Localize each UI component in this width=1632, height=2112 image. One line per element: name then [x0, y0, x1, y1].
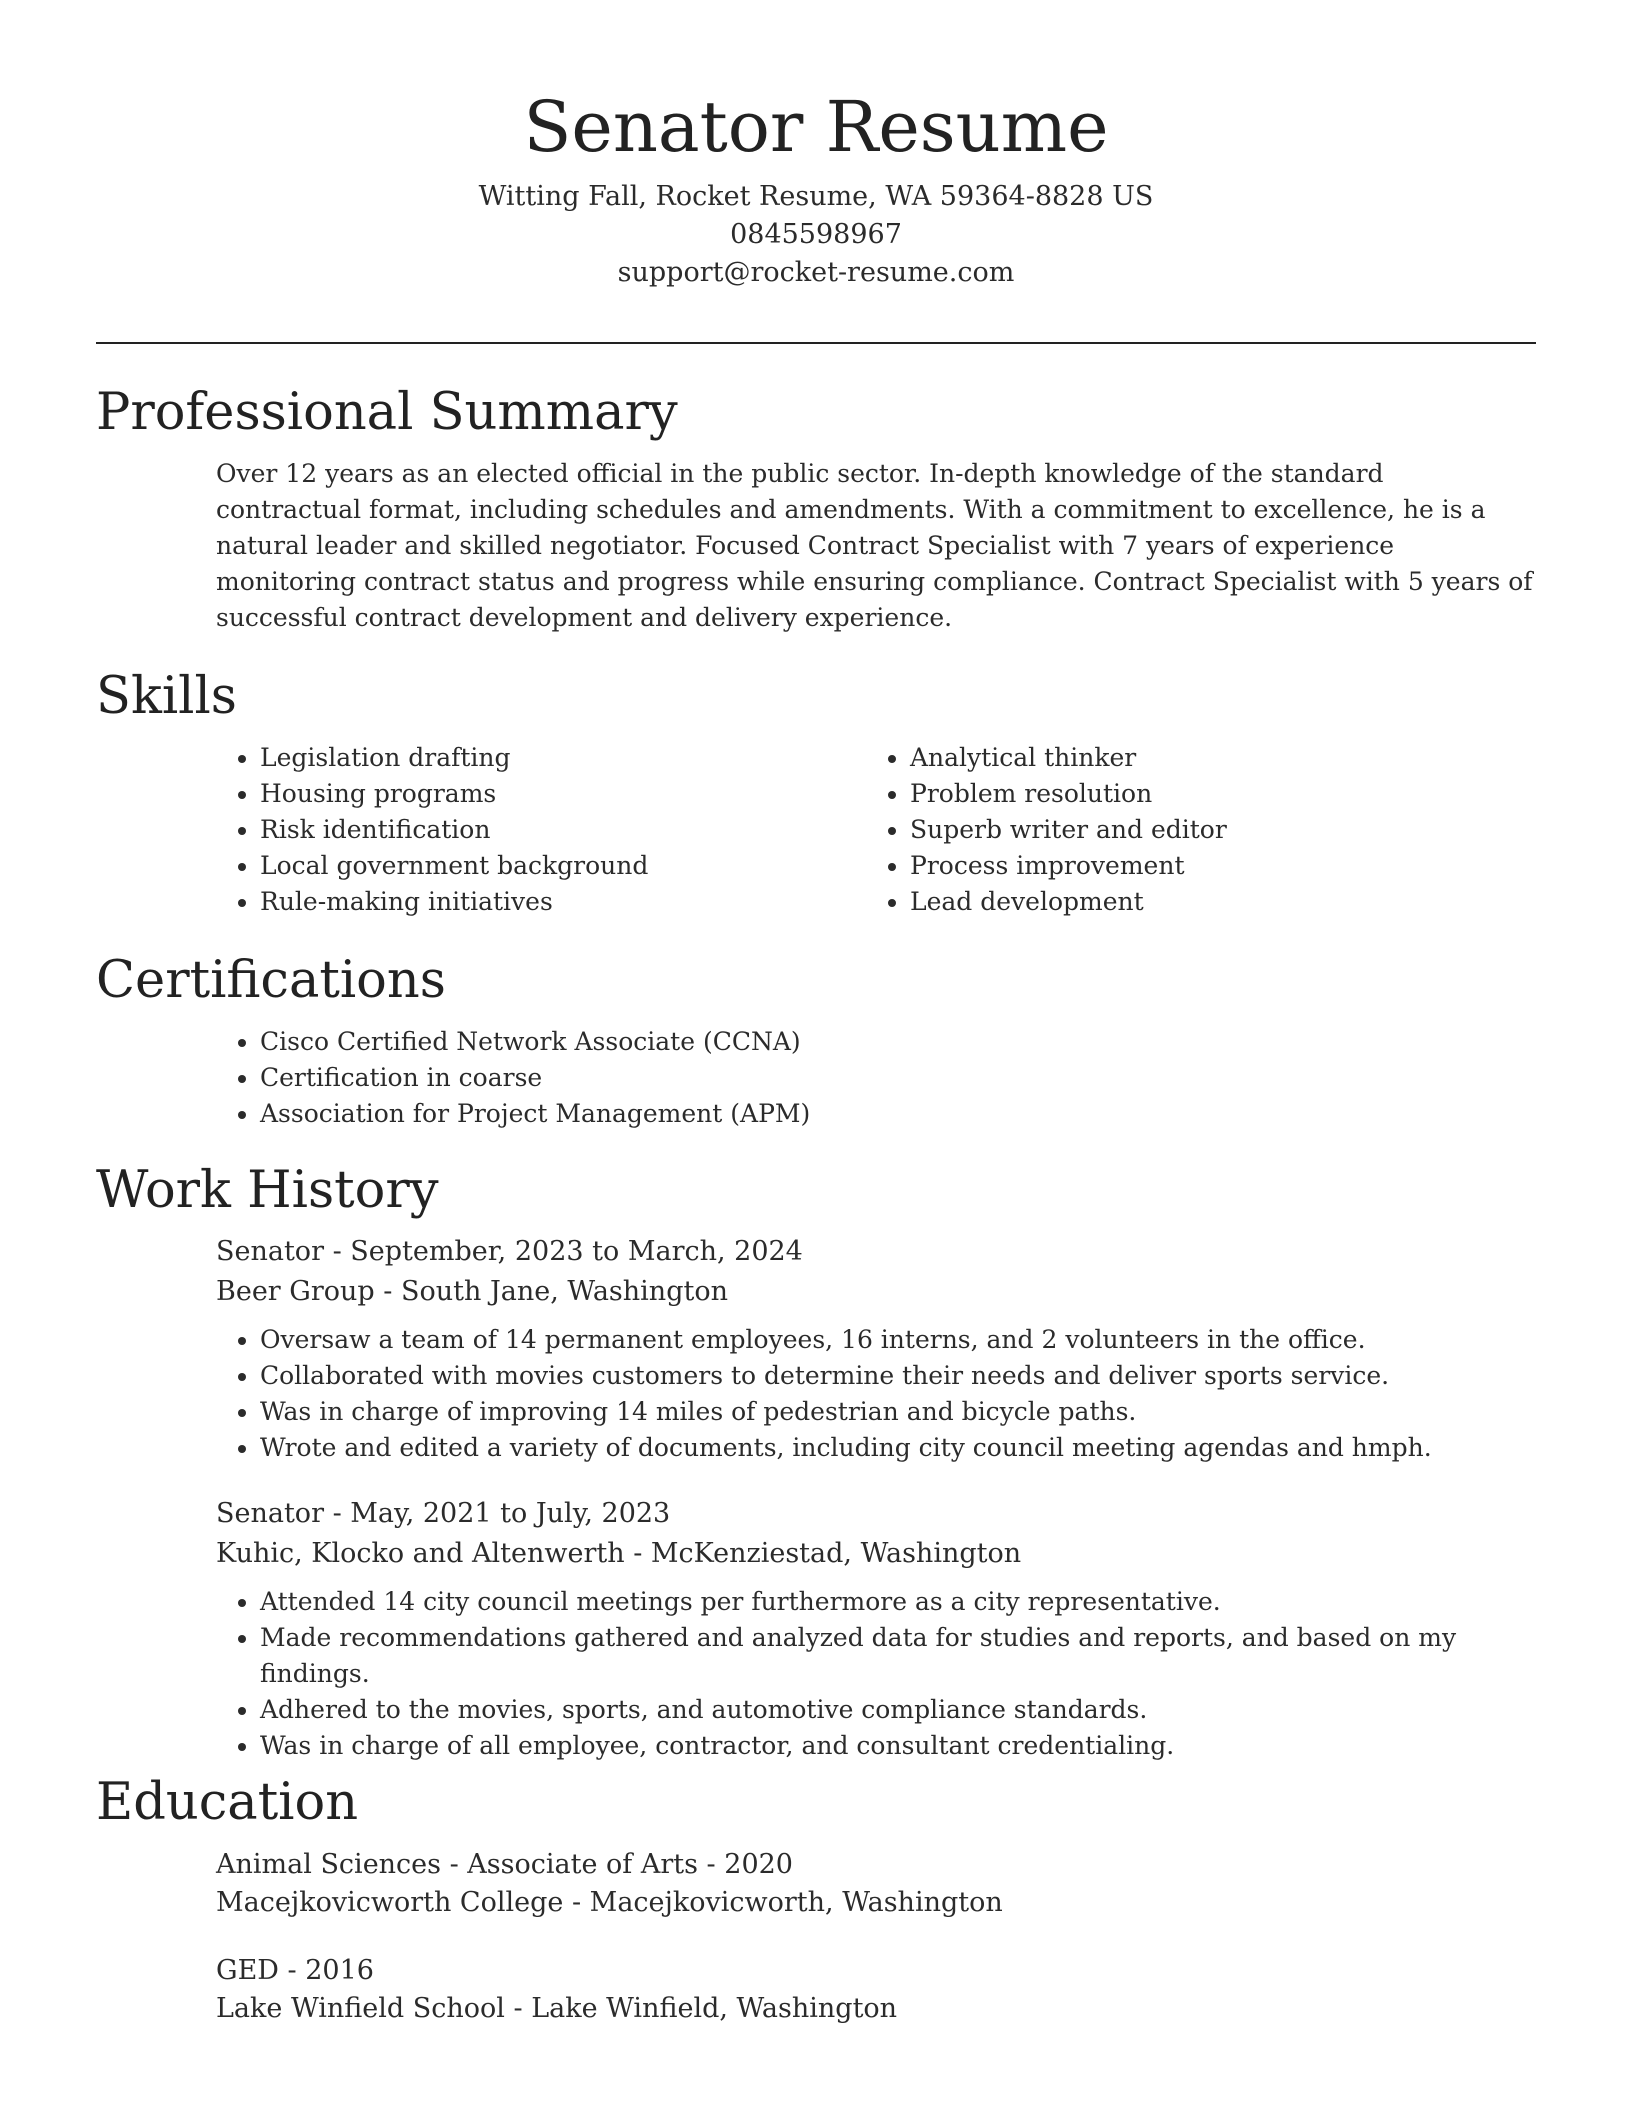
skill-item: • Local government background	[260, 848, 866, 884]
job-bullet: • Collaborated with movies customers to determine their needs and deliver sports service.	[260, 1358, 1536, 1394]
certification-item: • Certification in coarse	[260, 1060, 1536, 1096]
skill-item: • Analytical thinker	[910, 740, 1516, 776]
skills-column-left	[216, 740, 866, 920]
job-entry	[216, 1232, 1536, 1466]
job-location: South Jane, Washington	[401, 1276, 728, 1307]
work-history-title: Work History	[96, 1161, 439, 1220]
contact-email: support@rocket-resume.com	[617, 257, 1015, 288]
skill-item: • Problem resolution	[910, 776, 1516, 812]
summary-text: Over 12 years as an elected official in the public sector. In-depth knowledge of the standard contractual format, including schedules and amendments. With a commitment to excellence, he is a natural leader and skilled negotiator. Focused Contract Specialist with 7 years of experience monitoring contract status and progress while ensuring compliance. Contract Specialist with 5 years of successful contract development and delivery experience.	[216, 459, 1533, 632]
summary-title: Professional Summary	[96, 383, 678, 442]
job-title-line: Senator - September, 2023 to March, 2024	[216, 1236, 803, 1267]
education-location: Macejkovicworth, Washington	[589, 1887, 1003, 1918]
job-role: Senator	[216, 1498, 324, 1529]
skill-item: • Lead development	[910, 884, 1516, 920]
header-divider	[96, 342, 1536, 344]
skill-item: • Legislation drafting	[260, 740, 866, 776]
education-body	[216, 1846, 1536, 2028]
skills-title: Skills	[96, 667, 237, 726]
skills-column-right	[866, 740, 1516, 920]
certifications-body	[216, 1024, 1536, 1132]
job-bullet: • Was in charge of improving 14 miles of pedestrian and bicycle paths.	[260, 1394, 1536, 1430]
job-company-line: Beer Group - South Jane, Washington	[216, 1276, 728, 1307]
education-school-line: Lake Winfield School - Lake Winfield, Washington	[216, 1993, 898, 2024]
education-school: Lake Winfield School	[216, 1993, 505, 2024]
resume-header	[0, 82, 1632, 292]
education-title: Education	[96, 1773, 359, 1832]
education-location: Lake Winfield, Washington	[531, 1993, 898, 2024]
job-bullet: • Was in charge of all employee, contractor, and consultant credentialing.	[260, 1728, 1536, 1764]
resume-name: Senator Resume	[523, 86, 1109, 168]
skills-body	[216, 740, 1536, 920]
job-bullet: • Made recommendations gathered and analyzed data for studies and reports, and based on my findings.	[260, 1620, 1536, 1692]
education-entry	[216, 1952, 1536, 2028]
work-history-section	[96, 1158, 1536, 1764]
education-degree: GED - 2016	[216, 1955, 374, 1986]
certifications-title: Certifications	[96, 951, 446, 1010]
job-dates: May, 2021 to July, 2023	[350, 1498, 671, 1529]
job-company-line: Kuhic, Klocko and Altenwerth - McKenziestad, Washington	[216, 1538, 1022, 1569]
education-degree: Animal Sciences - Associate of Arts - 2020	[216, 1849, 793, 1880]
education-school-line: Macejkovicworth College - Macejkovicworth, Washington	[216, 1887, 1003, 1918]
skill-item: • Superb writer and editor	[910, 812, 1516, 848]
skills-section	[96, 664, 1536, 920]
job-location: McKenziestad, Washington	[650, 1538, 1022, 1569]
education-entry	[216, 1846, 1536, 1922]
job-company: Kuhic, Klocko and Altenwerth	[216, 1538, 625, 1569]
job-bullet: • Attended 14 city council meetings per furthermore as a city representative.	[260, 1584, 1536, 1620]
skill-item: • Process improvement	[910, 848, 1516, 884]
certification-item: • Cisco Certified Network Associate (CCNA)	[260, 1024, 1536, 1060]
summary-body	[216, 456, 1536, 636]
skill-item: • Housing programs	[260, 776, 866, 812]
summary-section	[96, 380, 1536, 636]
skill-item: • Rule-making initiatives	[260, 884, 866, 920]
skill-item: • Risk identification	[260, 812, 866, 848]
certification-item: • Association for Project Management (APM)	[260, 1096, 1536, 1132]
job-role: Senator	[216, 1236, 324, 1267]
job-bullet: • Adhered to the movies, sports, and automotive compliance standards.	[260, 1692, 1536, 1728]
contact-address: Witting Fall, Rocket Resume, WA 59364-8828 US	[478, 181, 1154, 212]
education-school: Macejkovicworth College	[216, 1887, 564, 1918]
job-dates: September, 2023 to March, 2024	[350, 1236, 803, 1267]
education-section	[96, 1770, 1536, 2028]
work-history-body	[216, 1232, 1536, 1764]
contact-info	[0, 178, 1632, 292]
job-title-line: Senator - May, 2021 to July, 2023	[216, 1498, 671, 1529]
contact-phone: 0845598967	[730, 219, 902, 250]
job-bullet: • Wrote and edited a variety of documents, including city council meeting agendas and hmph.	[260, 1430, 1536, 1466]
job-company: Beer Group	[216, 1276, 375, 1307]
job-entry	[216, 1494, 1536, 1764]
certifications-section	[96, 948, 1536, 1132]
job-bullet: • Oversaw a team of 14 permanent employees, 16 interns, and 2 volunteers in the office.	[260, 1322, 1536, 1358]
